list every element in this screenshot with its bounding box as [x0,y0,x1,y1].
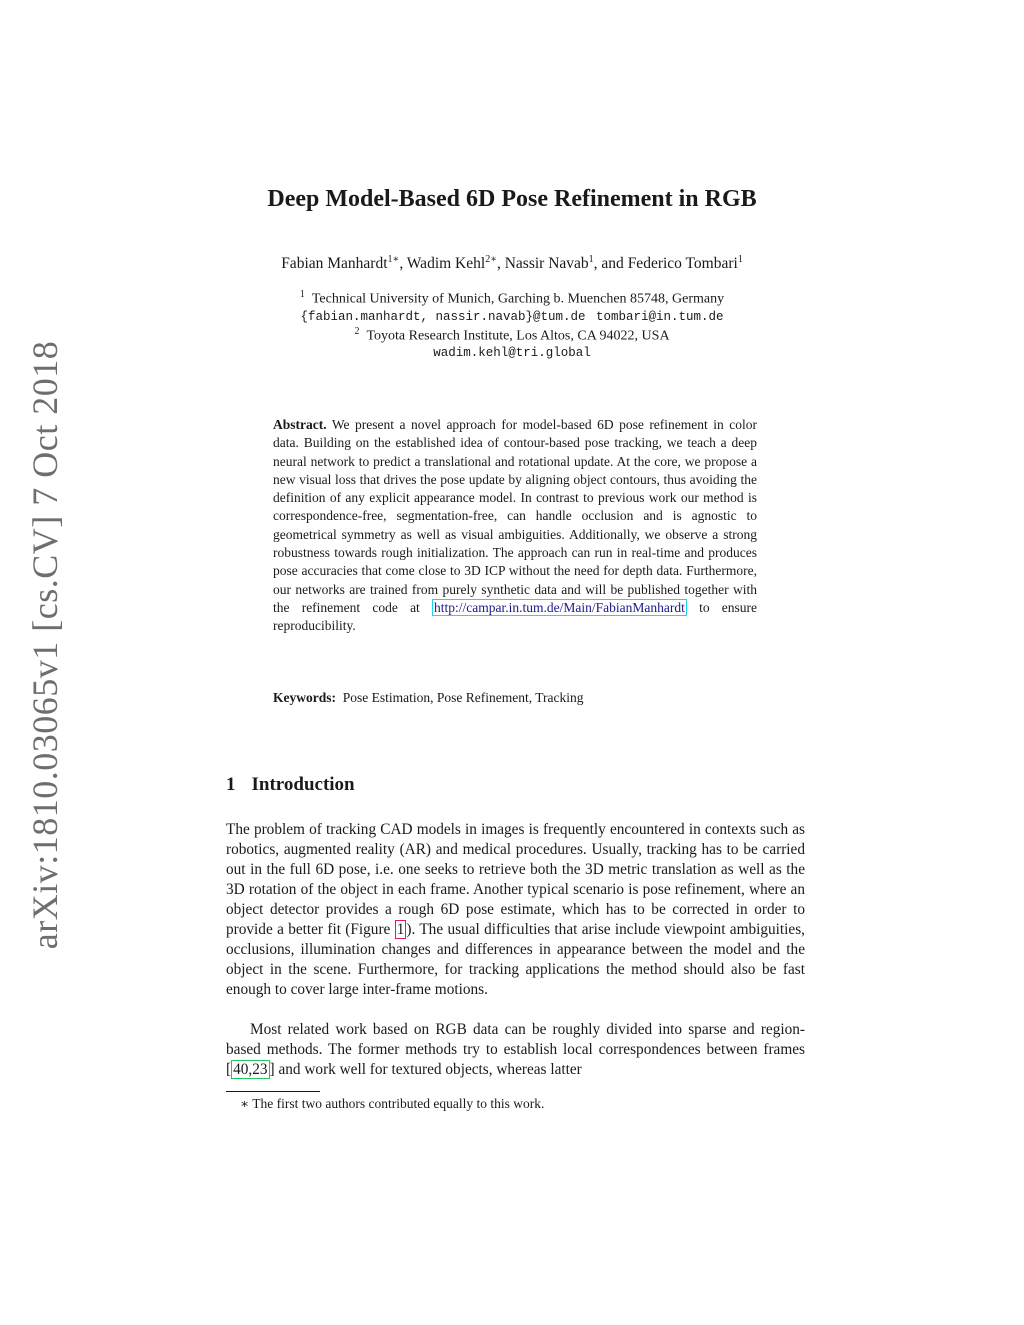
author-list: Fabian Manhardt$^{1∗}$, Wadim Kehl$^{2∗}$, Nassir Navab$^1$, and Federico Tombari$^1$ [281,254,743,273]
email: wadim.kehl@tri.global [433,346,591,360]
abstract-label: Abstract. [273,417,327,432]
keywords [273,690,584,706]
footnote-rule [226,1091,320,1092]
author-name: Nassir Navab [504,255,589,273]
email: tombari@in.tum.de [596,310,724,324]
footnote: ∗ The first two authors contributed equally to this work. [240,1096,545,1111]
author-name: Federico Tombari [627,255,738,273]
author-sup: 2∗ [485,254,497,265]
section-title: Introduction [251,774,355,795]
section-number: 1 [226,774,236,795]
author-sup: 1 [737,254,743,265]
affiliation-2-email [0,345,1024,361]
author-name: Wadim Kehl [406,255,486,273]
author-sup: 1∗ [387,254,400,265]
abstract [273,416,757,636]
citation-link[interactable]: 40,23 [233,1061,268,1078]
section-heading [226,774,355,796]
figure-ref-link[interactable]: 1 [396,921,405,938]
intro-paragraph-1: The problem of tracking CAD models in images is frequently encountered in contexts such as robotics, augmented reality (AR) and medical procedures. Usually, tracking has to be carried out in the full 6D pose, i.e. one seeks to retrieve both the 3D metric translation as well as the 3D rotation of the object in each frame. Another typical scenario is pose refinement, where an object detector provides a rough 6D pose estimate, which has to be corrected in order to provide a better fit (Figure 1 ). The usual difficulties that arise include viewpoint ambiguities, occlusions, illumination changes and differences in appearance between the model and the object in the scene. Furthermore, for tracking applications the method should also be fast enough to cover large inter-frame motions. [226,821,806,998]
code-link[interactable]: http://campar.in.tum.de/Main/FabianManhardt [434,599,685,615]
affiliation-2: $^2$ Toyota Research Institute, Los Altos, CA 94022, USA [354,326,670,344]
keywords-label: Keywords: [273,690,336,705]
keywords-text: Pose Estimation, Pose Refinement, Tracking [342,690,584,705]
affiliation-1: $^1$ Technical University of Munich, Garching b. Muenchen 85748, Germany [299,289,725,307]
arxiv-id: arXiv:1810.03065v1 [cs.CV] 7 Oct 2018 [25,340,66,950]
arxiv-sidebar-stamp [22,340,68,950]
paper-title: Deep Model-Based 6D Pose Refinement in RGB [267,186,757,212]
abstract-tail: to ensure reproducibility. [273,599,758,634]
intro-paragraph-2: Most related work based on RGB data can be roughly divided into sparse and region-based methods. The former methods try to establish local correspondences between frames [ 40,23 ] and work well for textured objects, whereas latter [226,1021,805,1078]
author-sup: 1 [588,254,594,265]
abstract-body: We present a novel approach for model-based 6D pose refinement in color data. Building on the established idea of contour-based pose tracking, we teach a deep neural network to predict a translational and rotational update. At the core, we propose a new visual loss that drives the pose update by aligning object contours, thus avoiding the definition of any explicit appearance model. In contrast to previous work our method is correspondence-free, segmentation-free, can handle occlusion and is agnostic to geometrical symmetry as well as visual ambiguities. Additionally, we observe a strong robustness towards rough initialization. The approach can run in real-time and produces pose accuracies that come close to 3D ICP without the need for depth data. Furthermore, our networks are trained from purely synthetic data and will be published together with the refinement code at [273,417,757,615]
affiliation-1-emails [0,309,1024,325]
author-name: Fabian Manhardt [281,255,388,273]
email: {fabian.manhardt, nassir.navab}@tum.de [300,310,586,324]
